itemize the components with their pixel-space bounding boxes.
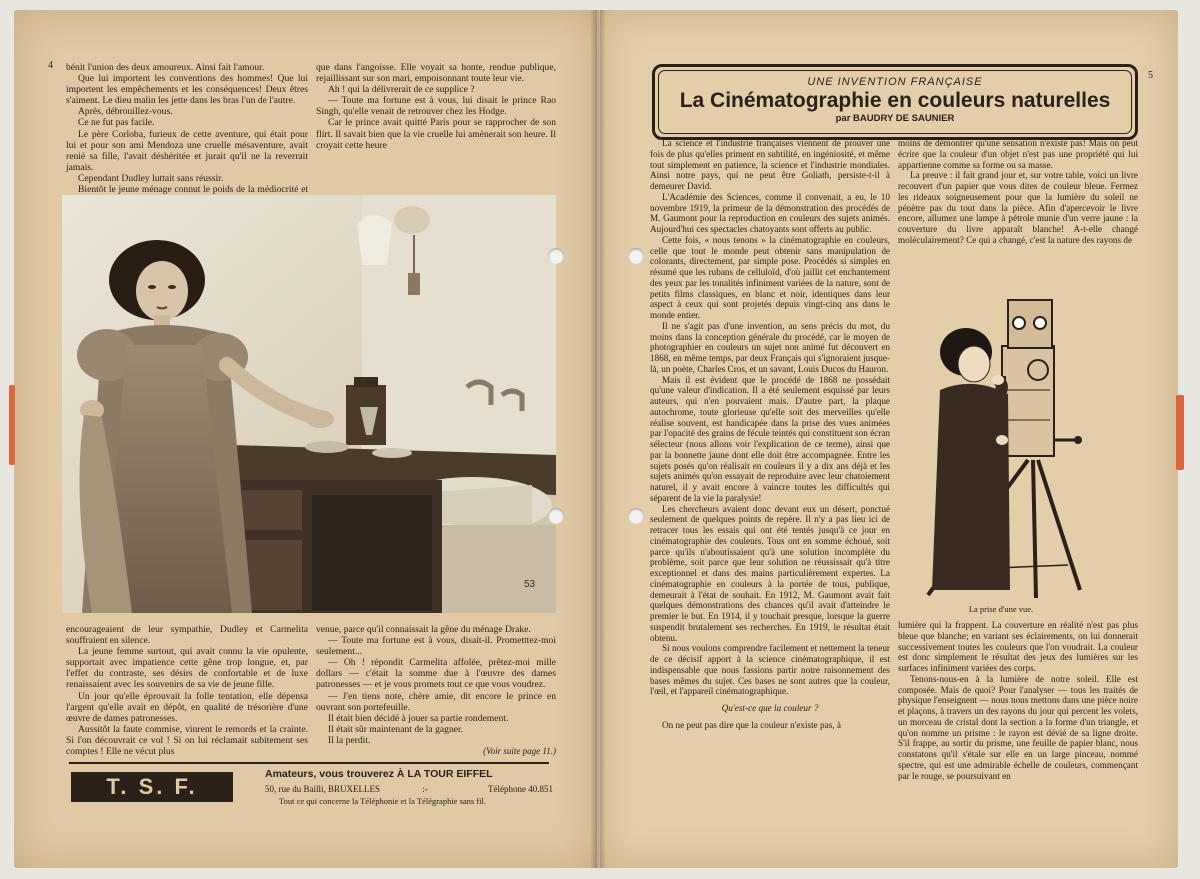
svg-text:53: 53	[524, 579, 536, 590]
paragraph: Tenons-nous-en à la lumière de notre soleil. Elle est composée. Mais de quoi? Pour l'analyser — tous les traités de physique l'enseignent — nous nous mettons dans une pièce noire et plaçons, à travers un des rayons du jour qui percent les volets, un morceau de cristal dont la section a la forme d'un triangle, et qu'on nomme un prisme : le rayon est dévié de sa ligne droite. S'il frappe, au sortir du prisme, une feuille de papier blanc, nous constatons qu'il s'étale sur elle en un large pinceau, nommé spectre, qui est une admirable échelle de couleurs, commençant par le rouge, se poursuivant en	[898, 673, 1138, 781]
kitchen-scene-illustration	[62, 195, 556, 613]
article-title-box	[652, 64, 1138, 140]
paragraph: Le père Corloba, furieux de cette aventure, qui était pour lui et pour son ami Mendoza une cruelle mésaventure, avait renié sa fille, l'avait déshéritée et jurait qu'il ne la reverrait jamais.	[66, 128, 308, 173]
section-subhead: Qu'est-ce que la couleur ?	[721, 703, 819, 713]
tsf-logo: T. S. F.	[71, 772, 233, 802]
paragraph: — Oh ! répondit Carmelita affolée, prêtez-moi mille dollars — c'était la somme due à l'œuvre des dames patronesses — et je vous promets tout ce que vous voudrez.	[316, 657, 556, 691]
ad-top-rule	[69, 762, 549, 764]
film-camera-drawing	[918, 290, 1084, 602]
paragraph: Aussitôt la faute commise, vinrent le remords et la crainte. Si l'on découvrait ce vol ! Si on lui réclamait subitement ses comptes ! Elle ne vécut plus	[66, 723, 308, 758]
left-edge-tab	[9, 385, 15, 465]
title-inner-frame	[658, 70, 1132, 134]
paragraph: Car le prince avait quitté Paris pour se rapprocher de son flirt. Il savait bien que la vie cruelle lui amènerait son heure. Il croyait cette heure	[316, 117, 556, 151]
article-kicker: UNE INVENTION FRANÇAISE	[807, 76, 983, 88]
paragraph: Il ne s'agit pas d'une invention, au sens précis du mot, du moins dans la conception générale du procédé, car le moyen de photographier en couleurs un sujet non animé fut découvert en 1868, en même temps, par deux Français qui s'ignoraient jusque-là, un poète, Charles Cros, et un savant, Louis Ducos du Hauron.	[650, 320, 890, 374]
punch-hole	[548, 248, 564, 264]
left-col2-bottom	[316, 624, 556, 757]
article-byline: par BAUDRY DE SAUNIER	[835, 113, 955, 124]
paragraph: Il était bien décidé à jouer sa partie rondement.	[328, 712, 509, 724]
paragraph: Cependant Dudley luttait sans réussir.	[78, 172, 224, 184]
punch-hole	[628, 508, 644, 524]
right-col2-top	[898, 138, 1138, 246]
ad-address: 50, rue du Bailli, BRUXELLES	[265, 784, 380, 794]
page-number-left: 4	[48, 60, 53, 71]
paragraph: — Toute ma fortune est à vous, lui disait le prince Rao Singh, qu'elle venait de retrouver chez les Hodge.	[316, 95, 556, 118]
ad-address-line	[265, 784, 553, 794]
right-col2-bottom	[898, 620, 1138, 781]
paragraph: L'Académie des Sciences, comme il convenait, a eu, le 10 novembre 1919, la primeur de la démonstration des procédés de M. Gaumont pour la reproduction en couleurs des sujets animés. Aujourd'hui ces spectacles chatoyants sont offerts au public.	[650, 191, 890, 234]
paragraph: Si nous voulons comprendre facilement et nettement la teneur de ce décisif apport à la science cinématographique, il est indispensable que nous fassions partir notre raisonnement des bases mêmes du sujet. Ces bases ne sont autres que la couleur, l'œil, et l'appareil cinématographique.	[650, 643, 890, 697]
ad-separator: :-	[422, 784, 428, 794]
paragraph: bénit l'union des deux amoureux. Ainsi fait l'amour.	[66, 62, 265, 73]
paragraph: Il était sûr maintenant de la gagner.	[328, 723, 464, 735]
paragraph: Ah ! qui la délivrerait de ce supplice ?	[328, 84, 475, 96]
paragraph: — J'en tiens note, chère amie, dit encore le prince en ouvrant son portefeuille.	[316, 690, 556, 713]
paragraph: On ne peut pas dire que la couleur n'existe pas, à	[662, 719, 841, 730]
paragraph: — Toute ma fortune est à vous, disait-il. Prometttez-moi seulement...	[316, 635, 556, 658]
page-number-right: 5	[1148, 70, 1153, 81]
paragraph: encourageaient de leur sympathie, Dudley et Carmelita souffraient en silence.	[66, 624, 308, 647]
right-col1	[650, 138, 890, 731]
paragraph: moins de démontrer qu'une sensation n'existe pas! Mais on peut écrire que la couleur d'un objet n'est pas une propriété qui lui appartienne comme sa forme ou sa masse.	[898, 138, 1138, 170]
paragraph: La jeune femme surtout, qui avait connu la vie opulente, supportait avec impatience cette gêne trop longue, et, par l'effet du contraste, ses désirs de confortable et de luxe renaissaient avec les souvenirs de sa vie de jeune fille.	[66, 646, 308, 691]
punch-hole	[628, 248, 644, 264]
left-col2-top	[316, 62, 556, 151]
paragraph: Les chercheurs avaient donc devant eux un désert, ponctué seulement de quelques points de repère. Il n'y a pas lieu ici de retracer tous les essais qui ont été tentés jusqu'à ce jour en cinématographie des couleurs. Tous ont en somme échoué, soit parce qu'ils n'aboutissaient qu'à une solution incomplète du problème, soit parce que leur solution ne réussissait qu'à titre exceptionnel et dans des mains particulièrement expertes. La cinématographie en couleurs à la portée de tous, publique, demeurait à l'état de souhait. En 1912, M. Gaumont avait fait quelques démonstrations des chances qu'il avait d'atteindre le premier le but. En 1914, il y touchait presque, lorsque la guerre suspendit brutalement ses recherches. En 1919, le résultat était obtenu.	[650, 503, 890, 643]
paragraph: Ce ne fut pas facile.	[78, 117, 155, 129]
ad-headline: Amateurs, vous trouverez À LA TOUR EIFFEL	[265, 768, 493, 780]
binding-gutter	[590, 10, 606, 868]
right-page	[600, 10, 1178, 868]
film-still-photo	[62, 195, 556, 613]
paragraph: La science et l'industrie françaises viennent de prouver une fois de plus qu'elles priment en subtilité, en ingéniosité, et même tout simplement en patience, la science et l'industrie mondiales. Ainsi notre pays, qui ne peut être Goliath, persiste-t-il à demeurer David.	[650, 138, 890, 191]
paragraph: Cette fois, « nous tenons » la cinématographie en couleurs, celle que tout le monde peut obtenir sans manipulation de colorants, directement, par simple pose. Procédés si simples en résumé que les rubans de celluloïd, d'où jaillit cet enchantement des yeux par les tonalités infiniment variées de la nature, sont de petits films classiques, en blanc et noir, identiques dans leur aspect à ceux qui sont projetés depuis vingt-cinq ans dans le monde entier.	[650, 234, 890, 320]
left-col1-bottom	[66, 624, 308, 757]
paragraph: Bientôt le jeune ménage connut le poids de la médiocrité et	[78, 184, 308, 196]
right-edge-tab	[1176, 395, 1184, 470]
paragraph: Après, débrouillez-vous.	[78, 106, 173, 118]
article-title: La Cinématographie en couleurs naturelles	[679, 89, 1111, 112]
paragraph: lumière qui la frappent. La couverture en réalité n'est pas plus bleue que blanche; en variant ses éclairements, on lui donnerait successivement toutes les couleurs que l'on voudrait. La couleur est donc simplement le résultat des jeux des lumières sur les surfaces infiniment variées des corps.	[898, 620, 1138, 673]
ad-phone: Téléphone 40.851	[488, 784, 553, 794]
tsf-advertisement	[69, 762, 553, 818]
paragraph: Que lui importent les conventions des hommes! Que lui importent les empêchements et les conséquences! Deux êtres s'aiment. Le dieu malin les jette dans les bras l'un de l'autre.	[66, 73, 308, 107]
paragraph: que dans l'angoisse. Elle voyait sa honte, rendue publique, rejaillissant sur son mari, empoisonnant toute leur vie.	[316, 62, 556, 85]
camera-operator-illustration	[918, 290, 1084, 602]
paragraph: Il la perdit.	[328, 734, 371, 746]
left-page	[14, 10, 597, 868]
ad-note: Tout ce qui concerne la Téléphonie et la Télégraphie sans fil.	[279, 796, 487, 806]
paragraph: venue, parce qu'il connaissait la gêne du ménage Drake.	[316, 624, 531, 635]
illustration-caption: La prise d'une vue.	[968, 604, 1034, 614]
continued-note: (Voir suite page 11.)	[483, 746, 556, 757]
paragraph: Un jour qu'elle éprouvait la folle tentation, elle dépensa l'argent qu'elle avait en dépôt, en qualité de trésorière d'une œuvre de dames patronesses.	[66, 690, 308, 724]
paragraph: Mais il est évident que le procédé de 1868 ne possédait qu'une valeur d'indication. Il a été seulement esquissé par leurs auteurs, qui n'en pouvaient mais. D'autre part, la plaque autochrome, toute glorieuse qu'elle soit des merveilles qu'elle réalise souvent, est handicapée dans la prise des vues animées par l'opacité des grains de fécule teintés qui constituent son écran sélecteur (nous allons voir l'explication de ce terme), ainsi que par la bonnette jaune dont elle doit être accompagnée. Entre les sujets posés qu'on réalisait en couleurs il y a dix ans déjà et les sujets animés qu'on essayait de reproduire avec leur chatoiement naturel, il y avait encore à vaincre toutes les difficultés qui séparent de la vie la paralysie!	[650, 374, 890, 503]
punch-hole	[548, 508, 564, 524]
paragraph: La preuve : il fait grand jour et, sur votre table, voici un livre recouvert d'un papier que vous dites de couleur bleue. Fermez les rideaux soigneusement pour que la lumière du soleil ne pénètre pas du tout dans la pièce. Afin d'apercevoir le livre encore, allumez une lampe à pétrole munie d'un verre jaune : la couverture du livre apparaît blanche! A-t-elle changé moléculairement? Ce qui a changé, c'est la nature des rayons de	[898, 170, 1138, 245]
